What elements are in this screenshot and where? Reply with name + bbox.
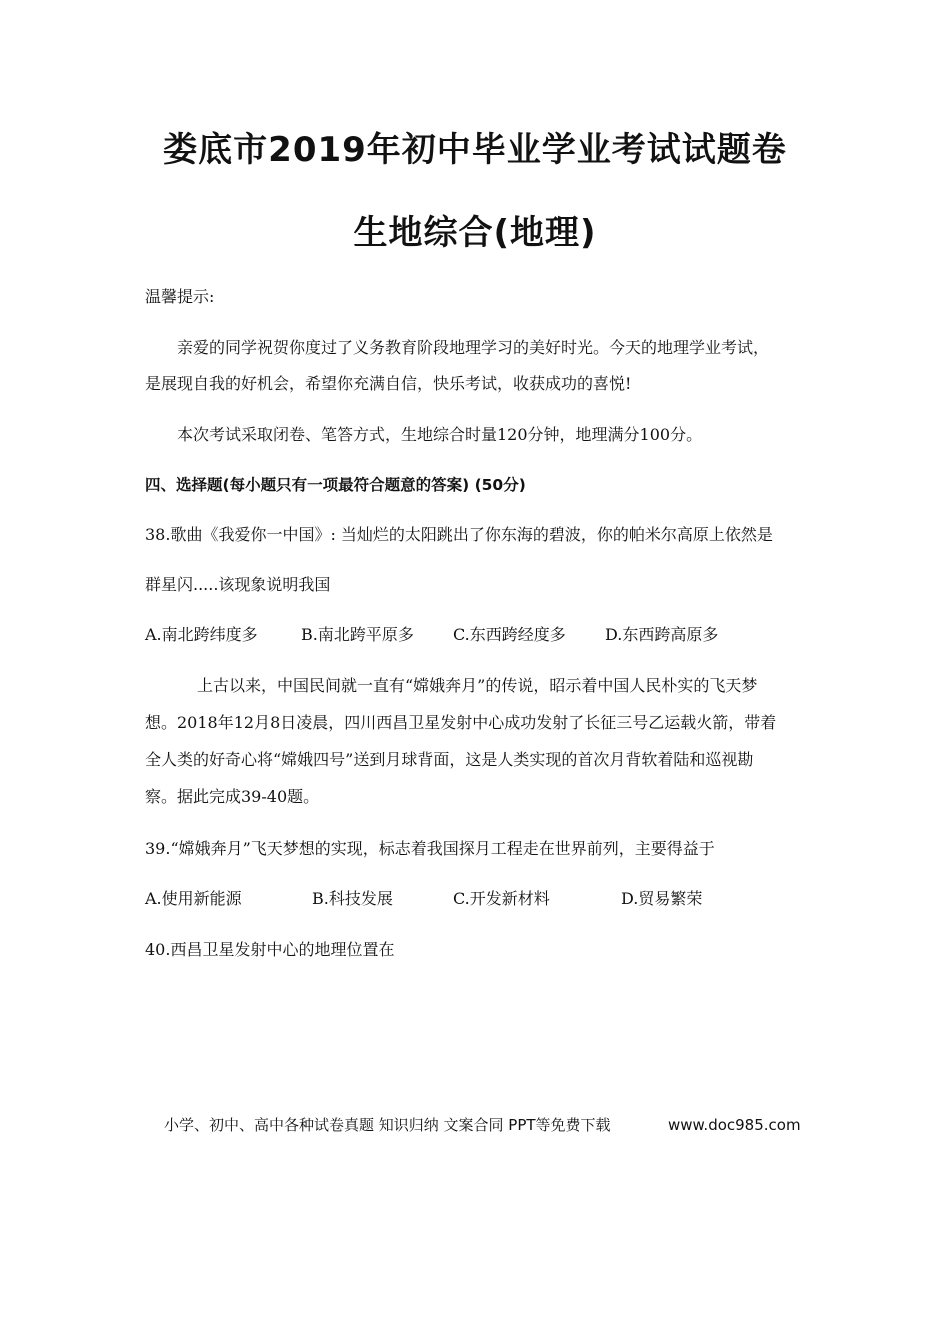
- question-38-option-c: C.东西跨经度多: [453, 625, 566, 644]
- page-title: 娄底市2019年初中毕业学业考试试题卷: [163, 130, 787, 170]
- question-39-option-d: D.贸易繁荣: [621, 889, 703, 908]
- passage-line-4: 察。据此完成39-40题。: [145, 787, 320, 806]
- passage-line-3: 全人类的好奇心将“嫦娥四号”送到月球背面，这是人类实现的首次月背软着陆和巡视勘: [145, 750, 754, 769]
- notice-label: 温馨提示:: [145, 287, 215, 306]
- question-40-stem: 40.西昌卫星发射中心的地理位置在: [145, 940, 395, 959]
- question-38-option-a: A.南北跨纬度多: [145, 625, 258, 644]
- question-38-line-1: 38.歌曲《我爱你一中国》: 当灿烂的太阳跳出了你东海的碧波，你的帕米尔高原上依然是: [145, 525, 773, 544]
- passage-line-1: 上古以来，中国民间就一直有“嫦娥奔月”的传说，昭示着中国人民朴实的飞天梦: [197, 676, 758, 695]
- notice-paragraph-1-line-1: 亲爱的同学祝贺你度过了义务教育阶段地理学习的美好时光。今天的地理学业考试，: [177, 338, 770, 357]
- question-38-line-2: 群星闪.....该现象说明我国: [145, 575, 331, 594]
- question-39-option-a: A.使用新能源: [145, 889, 242, 908]
- question-39-option-c: C.开发新材料: [453, 889, 550, 908]
- section-heading: 四、选择题(每小题只有一项最符合题意的答案) (50分): [145, 476, 526, 494]
- passage-line-2: 想。2018年12月8日凌晨，四川西昌卫星发射中心成功发射了长征三号乙运载火箭，带着: [145, 713, 777, 732]
- question-39-option-b: B.科技发展: [312, 889, 393, 908]
- page-subtitle: 生地综合(地理): [353, 213, 597, 253]
- footer-text: 小学、初中、高中各种试卷真题 知识归纳 文案合同 PPT等免费下载: [164, 1116, 611, 1134]
- notice-paragraph-1-line-2: 是展现自我的好机会，希望你充满自信，快乐考试，收获成功的喜悦!: [145, 374, 632, 393]
- question-39-stem: 39.“嫦娥奔月”飞天梦想的实现，标志着我国探月工程走在世界前列，主要得益于: [145, 839, 715, 858]
- notice-paragraph-2: 本次考试采取闭卷、笔答方式，生地综合时量120分钟，地理满分100分。: [177, 425, 703, 444]
- question-38-option-b: B.南北跨平原多: [301, 625, 414, 644]
- footer-link[interactable]: www.doc985.com: [668, 1116, 801, 1134]
- question-38-option-d: D.东西跨高原多: [605, 625, 719, 644]
